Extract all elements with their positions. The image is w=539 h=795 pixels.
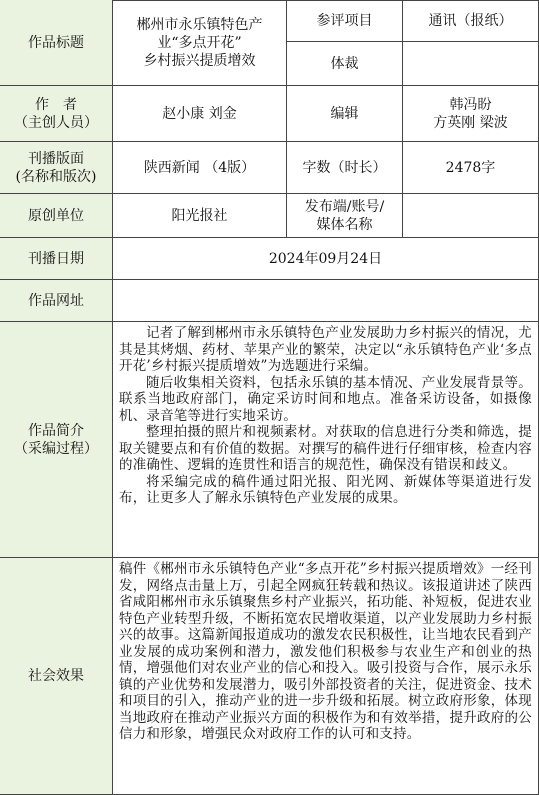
section-label-lines: [16, 150, 97, 186]
intro-label-lines: [14, 422, 98, 458]
title-line-2: 业“多点开花”: [157, 34, 242, 51]
editor-label: [287, 86, 403, 142]
genre-label: [287, 42, 403, 86]
effect-label-text: 社会效果: [28, 668, 84, 684]
title-line-1: 郴州市永乐镇特色产: [136, 16, 263, 33]
effect-label: [0, 558, 113, 795]
publisher-label: [287, 194, 403, 238]
author-label-sub: （主创人员）: [14, 114, 98, 131]
category-label: [287, 0, 403, 42]
url-label: [0, 280, 113, 322]
intro-value: [113, 322, 539, 558]
genre-value: [403, 42, 539, 86]
author-label-lines: [14, 96, 98, 132]
author-label-main: 作 者: [35, 96, 77, 113]
section-value: [113, 142, 287, 194]
publisher-label-sub: 媒体名称: [316, 216, 373, 233]
date-value-text: 2024年09月24日: [268, 250, 383, 267]
publisher-value: [403, 194, 539, 238]
intro-body: [119, 325, 532, 507]
author-value: [113, 86, 287, 142]
section-label: [0, 142, 113, 194]
publisher-label-main: 发布端/账号/: [304, 198, 385, 215]
title-lines: [137, 16, 263, 70]
intro-label-main: 作品简介: [28, 422, 84, 439]
intro-label-sub: （采编过程）: [14, 440, 98, 457]
title-value: [113, 0, 287, 86]
title-label-text: 作品标题: [28, 34, 84, 51]
editor-value: [403, 86, 539, 142]
title-label: [0, 0, 113, 86]
wordcount-value: [403, 142, 539, 194]
editor-line-2: 方英刚 梁波: [433, 114, 508, 131]
section-value-text: 陕西新闻 （4版）: [143, 159, 256, 176]
intro-paragraph-3: 整理拍摄的照片和视频素材。对获取的信息进行分类和筛选，提取关键要点和有价值的数据。对撰写的稿件进行仔细审核，检查内容的准确性、逻辑的连贯性和语言的规范性，确保没有错误和歧义。: [119, 424, 532, 473]
wordcount-value-text: 2478字: [445, 159, 496, 176]
unit-label: [0, 194, 113, 238]
category-label-text: 参评项目: [316, 12, 373, 29]
date-label-text: 刊播日期: [28, 250, 84, 267]
wordcount-label-text: 字数（时长）: [302, 159, 387, 176]
editor-label-text: 编辑: [330, 105, 359, 122]
intro-paragraph-4: 将采编完成的稿件通过阳光报、阳光网、新媒体等渠道进行发布，让更多人了解永乐镇特色产业发展的成果。: [119, 473, 532, 506]
wordcount-label: [287, 142, 403, 194]
unit-value-text: 阳光报社: [171, 207, 228, 224]
intro-label: [0, 322, 113, 558]
section-label-main: 刊播版面: [28, 150, 84, 167]
editor-lines: [433, 96, 507, 132]
url-value: [113, 280, 539, 322]
title-line-3: 乡村振兴提质增效: [143, 52, 256, 69]
editor-line-1: 韩冯盼: [449, 96, 492, 113]
effect-paragraph: 稿件《郴州市永乐镇特色产业“多点开花”乡村振兴提质增效》一经刊发，网络点击量上万，引起全网疯狂转载和热议。该报道讲述了陕西省咸阳郴州市永乐镇聚焦乡村产业振兴，拓功能、补短板，促进农业特色产业转型升级，不断拓宽农民增收渠道，以产业发展助力乡村振兴的故事。这篇新闻报道成功的激发农民积极性，让当地农民看到产业发展的成功案例和潜力，激发他们积极参与农业生产和创业的热情，增强他们对农业产业的信心和投入。吸引投资与合作，展示永乐镇的产业优势和发展潜力，吸引外部投资者的关注，促进资金、技术和项目的引入，推动产业的进一步升级和拓展。树立政府形象，体现当地政府在推动产业振兴方面的积极作为和有效举措，提升政府的公信力和形象，增强民众对政府工作的认可和支持。: [119, 561, 532, 742]
intro-paragraph-1: 记者了解到郴州市永乐镇特色产业发展助力乡村振兴的情况，尤其是其烤烟、药材、苹果产业的繁荣，决定以“永乐镇特色产业‘多点开花’乡村振兴提质增效”为选题进行采编。: [119, 325, 532, 374]
intro-paragraph-2: 随后收集相关资料，包括永乐镇的基本情况、产业发展背景等。联系当地政府部门，确定采访时间和地点。准备采访设备，如摄像机、录音笔等进行实地采访。: [119, 374, 532, 424]
unit-label-text: 原创单位: [28, 207, 84, 224]
section-label-sub: (名称和版次): [15, 168, 97, 185]
date-value: [113, 238, 539, 280]
genre-label-text: 体裁: [330, 55, 359, 72]
unit-value: [113, 194, 287, 238]
publisher-label-lines: [305, 198, 384, 234]
date-label: [0, 238, 113, 280]
category-value: [403, 0, 539, 42]
author-label: [0, 86, 113, 142]
author-value-text: 赵小康 刘金: [162, 105, 237, 122]
category-value-text: 通讯（报纸）: [428, 12, 513, 29]
effect-value: [113, 558, 539, 795]
url-label-text: 作品网址: [28, 292, 84, 309]
